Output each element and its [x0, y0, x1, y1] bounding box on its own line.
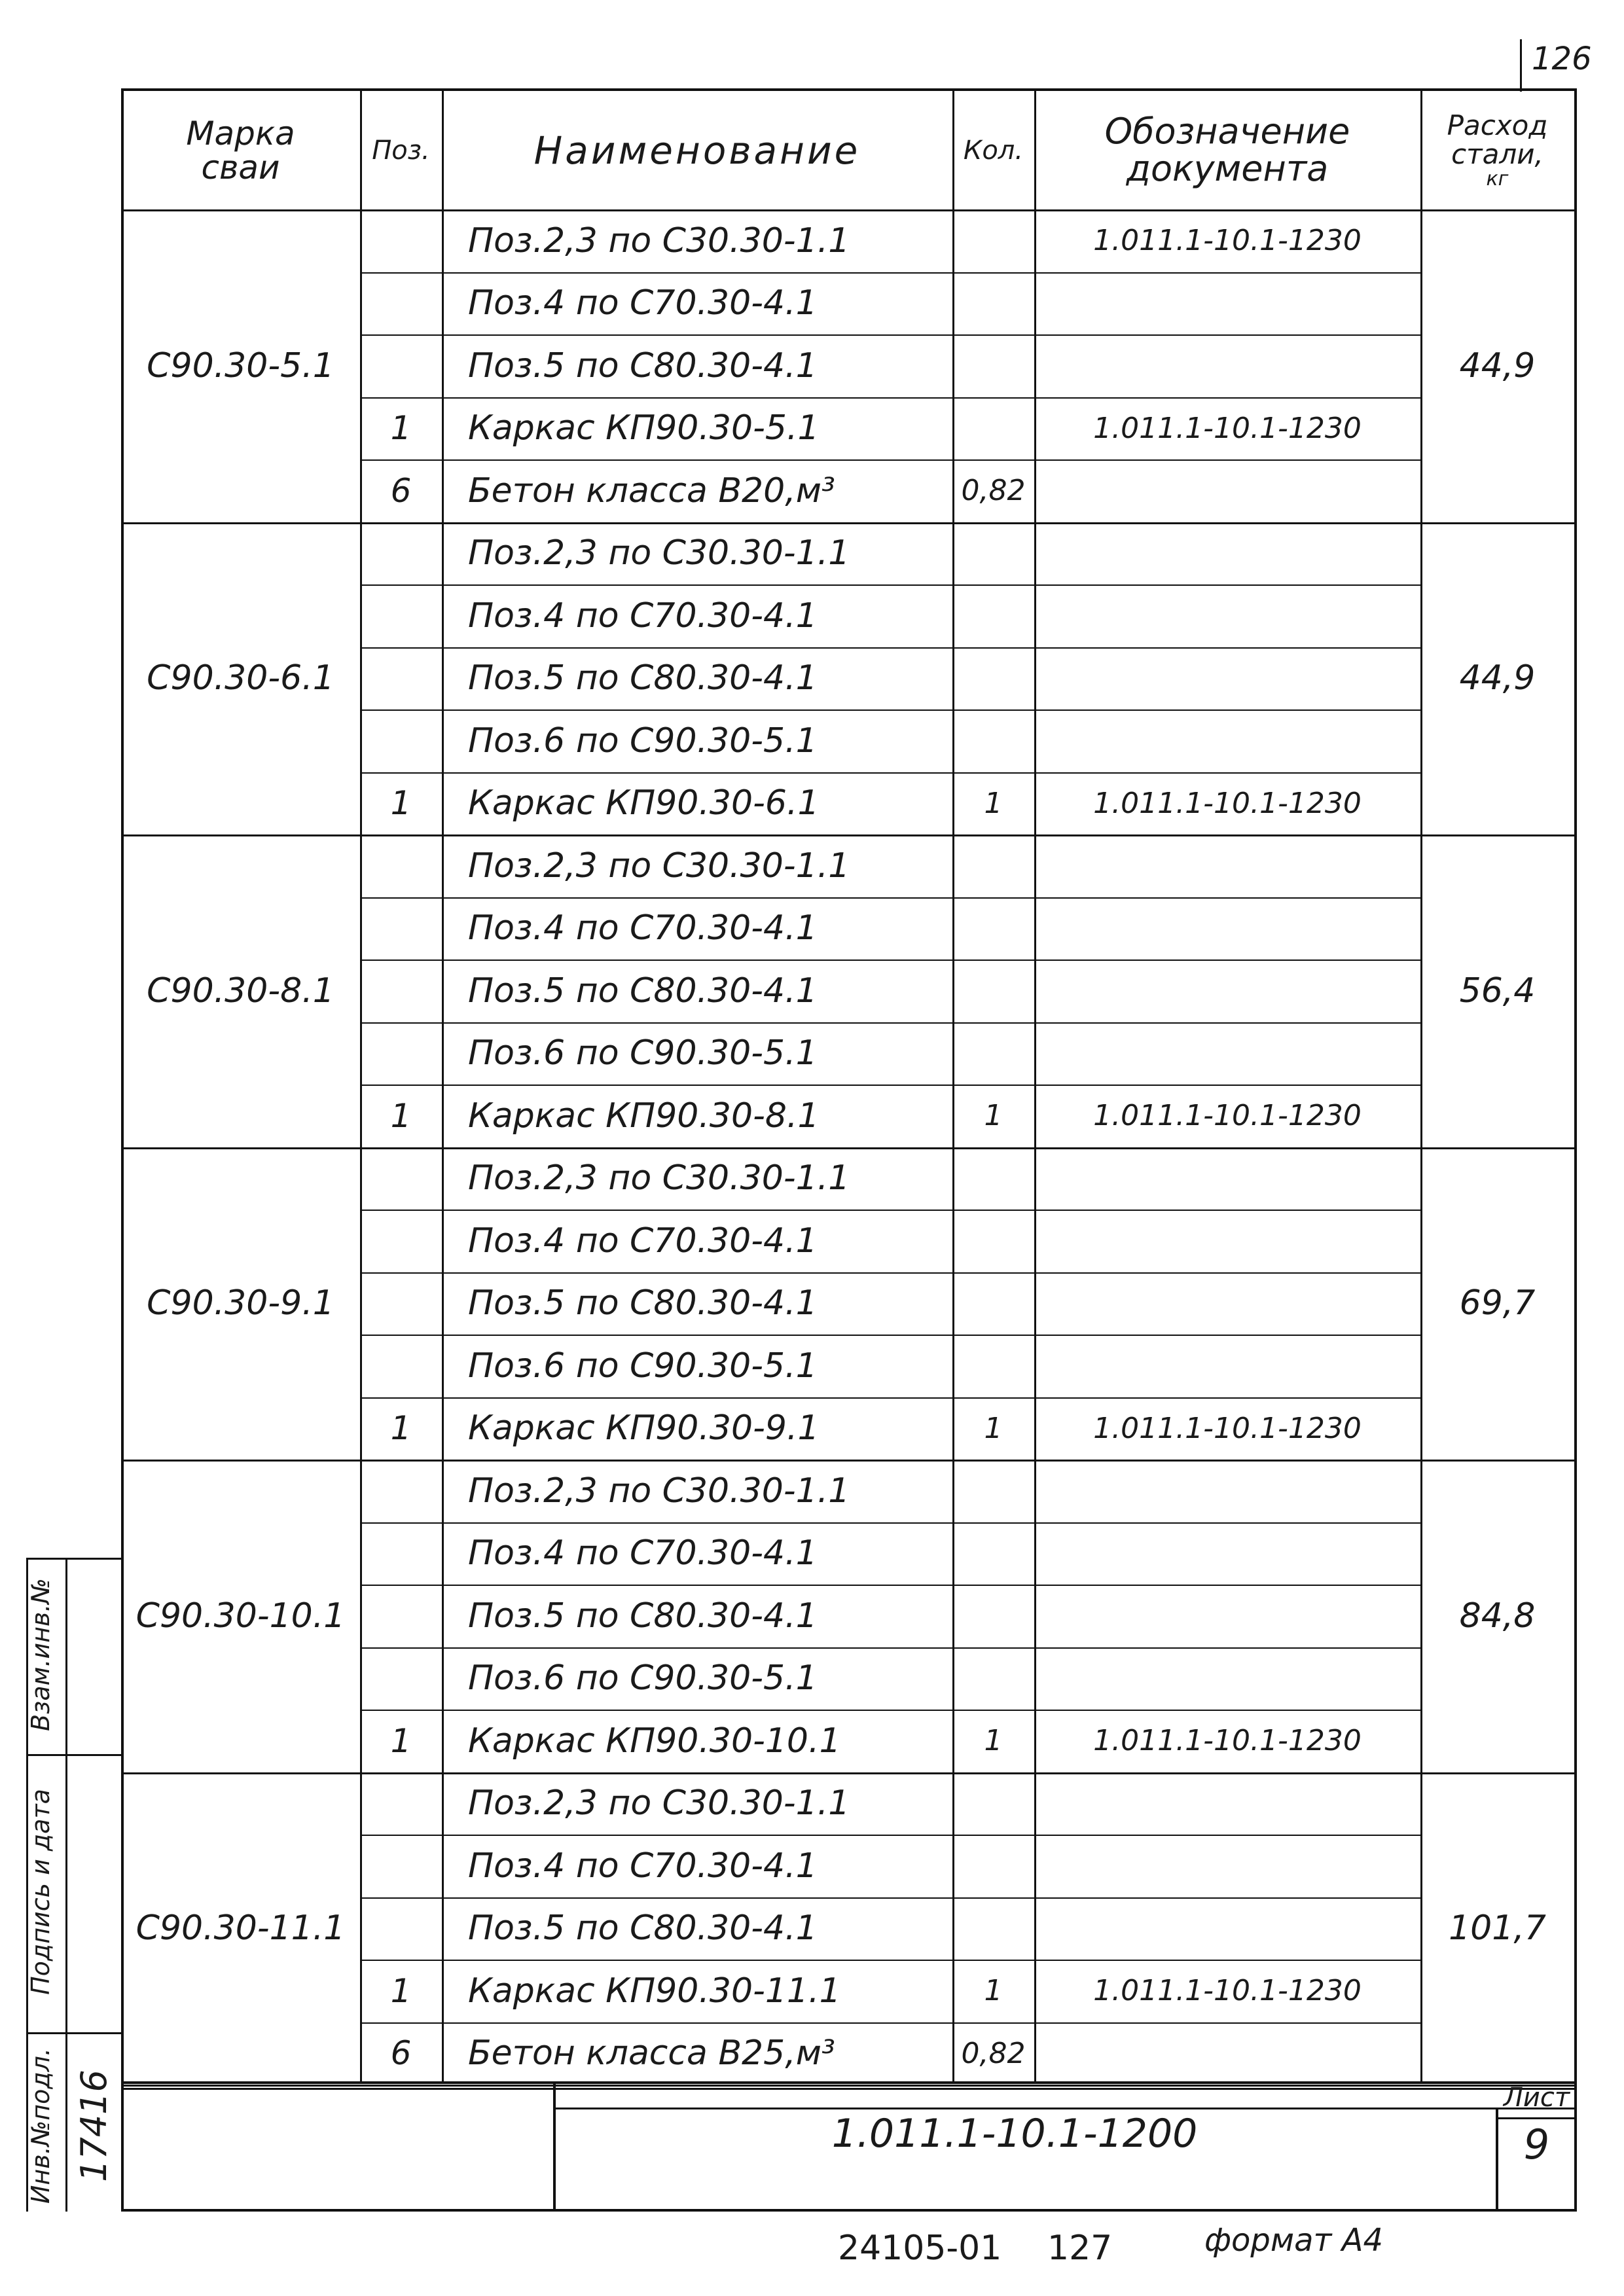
row-naim: Каркас КП90.30-9.1	[468, 1408, 820, 1448]
row-kol: 1	[984, 786, 1003, 820]
row-doc: 1.011.1-10.1-1230	[1093, 224, 1362, 258]
side-label-inv-podl	[26, 2037, 58, 2214]
row-kol	[952, 1585, 1034, 1647]
row-poz	[360, 1522, 442, 1585]
row-kol	[952, 1272, 1034, 1335]
footer-format-label: формат А4	[1204, 2222, 1384, 2259]
row-poz	[360, 584, 442, 647]
row-kol	[952, 522, 1034, 585]
row-doc	[1034, 272, 1420, 335]
header-marka-line1: Марка	[186, 114, 295, 152]
row-naim: Каркас КП90.30-8.1	[468, 1096, 820, 1136]
row-naim: Поз.6 по С90.30-5.1	[468, 1659, 818, 1698]
header-poz-label: Поз.	[372, 135, 430, 166]
row-naim: Поз.5 по С80.30-4.1	[468, 658, 818, 698]
row-kol	[952, 1022, 1034, 1085]
group-marka: С90.30-8.1	[147, 971, 334, 1011]
row-naim: Поз.4 по С70.30-4.1	[468, 1534, 818, 1573]
group-steel: 101,7	[1449, 1909, 1546, 1948]
group-marka: С90.30-10.1	[135, 1596, 346, 1636]
stamp-doc-code: 1.011.1-10.1-1200	[831, 2111, 1198, 2157]
header-oboz	[1034, 92, 1420, 209]
row-naim: Поз.6 по С90.30-5.1	[468, 1346, 818, 1386]
row-doc	[1034, 834, 1420, 897]
row-poz	[360, 1585, 442, 1647]
row-naim: Поз.6 по С90.30-5.1	[468, 1033, 818, 1073]
row-kol	[952, 1835, 1034, 1897]
row-doc	[1034, 1147, 1420, 1210]
row-naim: Каркас КП90.30-5.1	[468, 408, 820, 448]
side-stamp-mid	[65, 1558, 67, 2212]
row-doc	[1034, 709, 1420, 772]
header-marka-line2: сваи	[201, 149, 280, 187]
row-kol	[952, 1335, 1034, 1397]
page-number: 126	[1532, 41, 1592, 77]
row-poz: 1	[390, 409, 412, 448]
group-steel: 44,9	[1459, 346, 1536, 386]
row-naim: Поз.4 по С70.30-4.1	[468, 1846, 818, 1886]
row-kol	[952, 397, 1034, 460]
row-doc	[1034, 1897, 1420, 1960]
header-rashod	[1420, 92, 1574, 209]
row-poz: 1	[390, 1971, 412, 2010]
row-poz	[360, 272, 442, 335]
row-doc	[1034, 1210, 1420, 1272]
row-doc	[1034, 960, 1420, 1022]
row-doc: 1.011.1-10.1-1230	[1093, 1411, 1362, 1445]
row-doc	[1034, 584, 1420, 647]
row-poz	[360, 1210, 442, 1272]
row-naim: Поз.2,3 по С30.30-1.1	[468, 221, 850, 260]
group-steel: 84,8	[1459, 1596, 1536, 1636]
stamp-list-label: Лист	[1503, 2083, 1570, 2113]
row-kol: 1	[984, 1099, 1003, 1133]
row-doc	[1034, 1585, 1420, 1647]
side-inv-number	[73, 2037, 126, 2214]
row-doc	[1034, 1335, 1420, 1397]
row-poz: 1	[390, 1409, 412, 1448]
header-oboz-line1: Обозначение	[1104, 111, 1350, 152]
row-doc	[1034, 1460, 1420, 1522]
stamp-divider-right	[1496, 2108, 1498, 2209]
row-naim: Поз.5 по С80.30-4.1	[468, 1909, 818, 1948]
row-poz	[360, 1460, 442, 1522]
side-vzam-inv-text: Взам.инв.№	[26, 1578, 55, 1731]
group-steel: 56,4	[1459, 971, 1536, 1011]
header-rashod-line3: кг	[1486, 168, 1509, 191]
row-poz: 1	[390, 784, 412, 823]
header-rashod-line1: Расход	[1447, 109, 1548, 142]
row-kol: 1	[984, 1724, 1003, 1758]
table-border-top	[121, 88, 1574, 91]
row-doc	[1034, 897, 1420, 960]
row-naim: Поз.5 по С80.30-4.1	[468, 346, 818, 386]
header-poz	[360, 92, 442, 209]
row-naim: Бетон класса В20,м³	[468, 471, 835, 511]
row-kol: 1	[984, 1411, 1003, 1445]
side-podpis-data-text: Подпись и дата	[26, 1789, 55, 1995]
header-naim	[442, 92, 952, 209]
header-kol-label: Кол.	[963, 135, 1024, 166]
row-kol	[952, 334, 1034, 397]
row-poz	[360, 209, 442, 272]
row-doc	[1034, 1272, 1420, 1335]
row-naim: Каркас КП90.30-10.1	[468, 1721, 841, 1761]
row-poz	[360, 1335, 442, 1397]
row-kol	[952, 709, 1034, 772]
row-kol: 0,82	[961, 474, 1026, 508]
row-poz: 1	[390, 1096, 412, 1135]
row-poz	[360, 1272, 442, 1335]
footer-page-copy: 127	[1047, 2229, 1113, 2268]
row-poz	[360, 647, 442, 710]
header-oboz-line2: документа	[1126, 148, 1329, 189]
row-naim: Поз.2,3 по С30.30-1.1	[468, 1158, 850, 1198]
row-doc: 1.011.1-10.1-1230	[1093, 1099, 1362, 1133]
stamp-top-line	[121, 2081, 1574, 2084]
table-border-bottom	[121, 2209, 1577, 2212]
row-kol	[952, 209, 1034, 272]
row-kol	[952, 647, 1034, 710]
row-naim: Поз.4 по С70.30-4.1	[468, 283, 818, 323]
row-naim: Каркас КП90.30-11.1	[468, 1971, 841, 2011]
row-doc	[1034, 522, 1420, 585]
row-poz: 1	[390, 1721, 412, 1760]
group-steel: 69,7	[1459, 1283, 1536, 1323]
stamp-divider-left	[553, 2081, 556, 2209]
row-kol	[952, 1522, 1034, 1585]
row-naim: Поз.2,3 по С30.30-1.1	[468, 533, 850, 573]
row-kol	[952, 897, 1034, 960]
group-marka: С90.30-11.1	[135, 1909, 346, 1948]
row-kol	[952, 834, 1034, 897]
row-kol	[952, 272, 1034, 335]
row-naim: Поз.6 по С90.30-5.1	[468, 721, 818, 761]
side-stamp-sep-2	[26, 2032, 121, 2034]
row-poz	[360, 522, 442, 585]
side-inv-number-text: 17416	[73, 2070, 115, 2182]
row-kol	[952, 1772, 1034, 1835]
row-naim: Поз.5 по С80.30-4.1	[468, 971, 818, 1011]
stamp-list-number: 9	[1523, 2121, 1550, 2168]
row-poz	[360, 834, 442, 897]
row-kol	[952, 960, 1034, 1022]
row-naim: Поз.5 по С80.30-4.1	[468, 1283, 818, 1323]
row-poz	[360, 1897, 442, 1960]
stamp-list-separator	[1496, 2117, 1574, 2119]
row-naim: Поз.2,3 по С30.30-1.1	[468, 1784, 850, 1823]
row-doc	[1034, 1522, 1420, 1585]
side-inv-podl-text: Инв.№подл.	[26, 2048, 55, 2204]
row-kol	[952, 584, 1034, 647]
row-doc	[1034, 2022, 1420, 2085]
header-rashod-line2: стали,	[1451, 138, 1543, 171]
stamp-inner-top	[553, 2108, 1574, 2109]
side-label-podpis-data	[26, 1753, 58, 2031]
side-label-vzam-inv	[26, 1556, 58, 1753]
row-doc: 1.011.1-10.1-1230	[1093, 1974, 1362, 2008]
row-naim: Поз.2,3 по С30.30-1.1	[468, 1471, 850, 1511]
row-poz: 6	[390, 2034, 412, 2073]
row-poz	[360, 1772, 442, 1835]
row-kol	[952, 1897, 1034, 1960]
stamp-top-line-inner	[121, 2088, 1574, 2090]
row-doc: 1.011.1-10.1-1230	[1093, 786, 1362, 820]
row-poz	[360, 897, 442, 960]
row-naim: Бетон класса В25,м³	[468, 2034, 835, 2073]
row-poz	[360, 1022, 442, 1085]
row-kol	[952, 1460, 1034, 1522]
row-kol	[952, 1147, 1034, 1210]
row-poz: 6	[390, 471, 412, 510]
row-naim: Поз.4 по С70.30-4.1	[468, 1221, 818, 1261]
row-doc	[1034, 1647, 1420, 1710]
group-marka: С90.30-6.1	[147, 658, 334, 698]
row-doc	[1034, 1772, 1420, 1835]
table-border-right	[1574, 88, 1577, 2209]
row-naim: Каркас КП90.30-6.1	[468, 783, 820, 823]
row-kol	[952, 1210, 1034, 1272]
row-poz	[360, 1647, 442, 1710]
row-naim: Поз.2,3 по С30.30-1.1	[468, 846, 850, 886]
header-kol	[952, 92, 1034, 209]
row-doc: 1.011.1-10.1-1230	[1093, 411, 1362, 445]
group-separator	[121, 2085, 1574, 2087]
group-marka: С90.30-9.1	[147, 1283, 334, 1323]
group-marka: С90.30-5.1	[147, 346, 334, 386]
header-naim-label: Наименование	[533, 128, 861, 173]
row-poz	[360, 334, 442, 397]
row-naim: Поз.4 по С70.30-4.1	[468, 596, 818, 636]
row-doc	[1034, 334, 1420, 397]
row-doc: 1.011.1-10.1-1230	[1093, 1724, 1362, 1758]
row-poz	[360, 960, 442, 1022]
footer-order-code: 24105-01	[838, 2229, 1002, 2268]
row-kol	[952, 1647, 1034, 1710]
row-kol: 0,82	[961, 2036, 1026, 2070]
header-marka	[121, 92, 360, 209]
row-doc	[1034, 647, 1420, 710]
row-doc	[1034, 1835, 1420, 1897]
row-poz	[360, 709, 442, 772]
row-naim: Поз.5 по С80.30-4.1	[468, 1596, 818, 1636]
row-poz	[360, 1835, 442, 1897]
row-kol: 1	[984, 1974, 1003, 2008]
row-doc	[1034, 459, 1420, 522]
row-naim: Поз.4 по С70.30-4.1	[468, 908, 818, 948]
row-doc	[1034, 1022, 1420, 1085]
row-poz	[360, 1147, 442, 1210]
group-steel: 44,9	[1459, 658, 1536, 698]
